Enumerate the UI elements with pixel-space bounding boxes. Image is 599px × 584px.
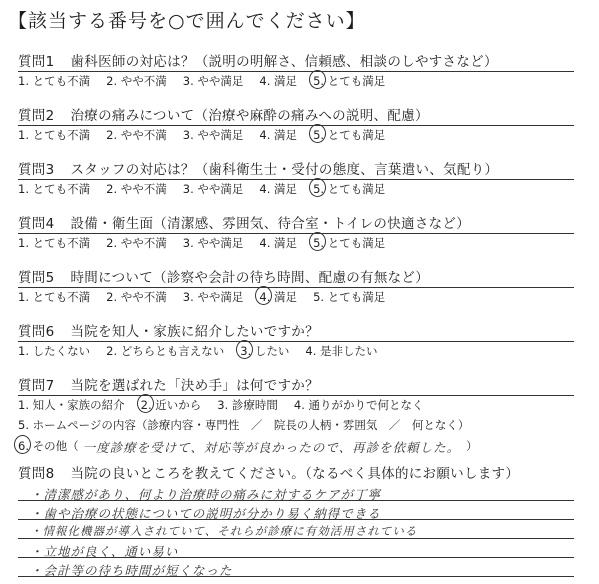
option-4[interactable]: 4. 満足 — [259, 128, 298, 142]
comment-1: ・清潔感があり、何より治療時の痛みに対するケアが丁寧 — [30, 487, 382, 502]
options-row-3 — [18, 438, 578, 456]
question-5 — [18, 266, 578, 305]
option-3[interactable]: 3. 診療時間 — [217, 398, 278, 412]
options — [18, 343, 578, 359]
comment-5: ・会計等の待ち時間が短くなった — [30, 563, 233, 578]
option-2-selected[interactable]: 2. 近いから — [140, 398, 202, 412]
question-3 — [18, 158, 578, 197]
options-row-1 — [18, 397, 578, 413]
option-2[interactable]: 2. やや不満 — [106, 128, 167, 142]
option-4-selected[interactable]: 4. 満足 — [259, 290, 298, 304]
option-4[interactable]: 4. 是非したい — [305, 344, 378, 358]
underline — [18, 341, 574, 342]
underline — [18, 395, 574, 396]
option-3[interactable]: 3. やや満足 — [182, 290, 244, 304]
option-5-selected[interactable]: 5. とても満足 — [313, 128, 386, 142]
question-number: 質問7 — [18, 378, 55, 394]
option-4[interactable]: 4. 満足 — [259, 182, 298, 196]
question-number: 質問6 — [18, 324, 55, 340]
option-3-selected[interactable]: 3. したい — [240, 344, 290, 358]
other-handwritten-answer: 一度診療を受けて、対応等が良かったので、再診を依頼した。 — [82, 440, 461, 455]
question-text: 治療の痛みについて（治療や麻酔の痛みへの説明、配慮） — [70, 108, 429, 124]
page-header: 【該当する番号を○で囲んでください】 — [8, 10, 366, 32]
option-1[interactable]: 1. とても不満 — [18, 182, 91, 196]
option-2[interactable]: 2. やや不満 — [106, 74, 167, 88]
question-text: 設備・衛生面（清潔感、雰囲気、待合室・トイレの快適さなど） — [70, 216, 471, 232]
question-text: 当院の良いところを教えてください。（なるべく具体的にお願いします） — [70, 466, 520, 482]
comment-3: ・情報化機器が導入されていて、それらが診療に有効活用されている — [30, 524, 418, 538]
option-3[interactable]: 3. やや満足 — [182, 182, 244, 196]
question-number: 質問2 — [18, 108, 55, 124]
option-2[interactable]: 2. やや不満 — [106, 236, 167, 250]
other-close-paren: ） — [466, 439, 478, 453]
underline — [18, 233, 574, 234]
question-number: 質問5 — [18, 270, 55, 286]
option-1[interactable]: 1. とても不満 — [18, 236, 91, 250]
options — [18, 289, 578, 305]
underline — [18, 179, 574, 180]
question-1 — [18, 50, 578, 89]
option-1[interactable]: 1. したくない — [18, 344, 91, 358]
options — [18, 181, 578, 197]
question-number: 質問8 — [18, 466, 55, 482]
question-8 — [18, 462, 578, 482]
comment-4: ・立地が良く、通い易い — [30, 544, 179, 559]
option-5[interactable]: 5. とても満足 — [313, 290, 386, 304]
option-4[interactable]: 4. 満足 — [259, 236, 298, 250]
option-4[interactable]: 4. 通りがかりで何となく — [293, 398, 424, 412]
comment-2: ・歯や治療の状態についての説明が分かり易く納得できる — [30, 506, 381, 521]
option-5-selected[interactable]: 5. とても満足 — [313, 182, 386, 196]
option-5-selected[interactable]: 5. とても満足 — [313, 74, 386, 88]
options-row-2 — [18, 417, 578, 433]
question-6 — [18, 320, 578, 359]
options — [18, 235, 578, 251]
underline — [18, 125, 574, 126]
question-7 — [18, 374, 578, 456]
option-4[interactable]: 4. 満足 — [259, 74, 298, 88]
option-2[interactable]: 2. やや不満 — [106, 182, 167, 196]
options — [18, 73, 578, 89]
question-number: 質問4 — [18, 216, 55, 232]
question-number: 質問1 — [18, 54, 55, 70]
question-number: 質問3 — [18, 162, 55, 178]
option-2[interactable]: 2. どちらとも言えない — [106, 344, 225, 358]
question-text: 歯科医師の対応は？（説明の明解さ、信頼感、相談のしやすさなど） — [70, 54, 498, 70]
option-5[interactable]: 5. ホームページの内容（診療内容・専門性 ／ 院長の人柄・雰囲気 ／ 何となく） — [18, 418, 470, 432]
option-3[interactable]: 3. やや満足 — [182, 74, 244, 88]
options — [18, 127, 578, 143]
option-5-selected[interactable]: 5. とても満足 — [313, 236, 386, 250]
question-text: 当院を知人・家族に紹介したいですか？ — [70, 324, 319, 340]
question-2 — [18, 104, 578, 143]
option-1[interactable]: 1. 知人・家族の紹介 — [18, 398, 125, 412]
underline — [18, 287, 574, 288]
question-text: 時間について（診察や会計の待ち時間、配慮の有無など） — [70, 270, 430, 286]
question-text: スタッフの対応は？（歯科衛生士・受付の態度、言葉遣い、気配り） — [70, 162, 499, 178]
option-3[interactable]: 3. やや満足 — [182, 128, 244, 142]
option-2[interactable]: 2. やや不満 — [106, 290, 167, 304]
option-1[interactable]: 1. とても不満 — [18, 290, 91, 304]
underline — [18, 71, 574, 72]
option-1[interactable]: 1. とても不満 — [18, 128, 91, 142]
option-3[interactable]: 3. やや満足 — [182, 236, 244, 250]
question-4 — [18, 212, 578, 251]
question-text: 当院を選ばれた「決め手」は何ですか？ — [70, 378, 319, 394]
option-1[interactable]: 1. とても不満 — [18, 74, 91, 88]
option-6-selected[interactable]: 6. その他（ — [18, 438, 79, 456]
